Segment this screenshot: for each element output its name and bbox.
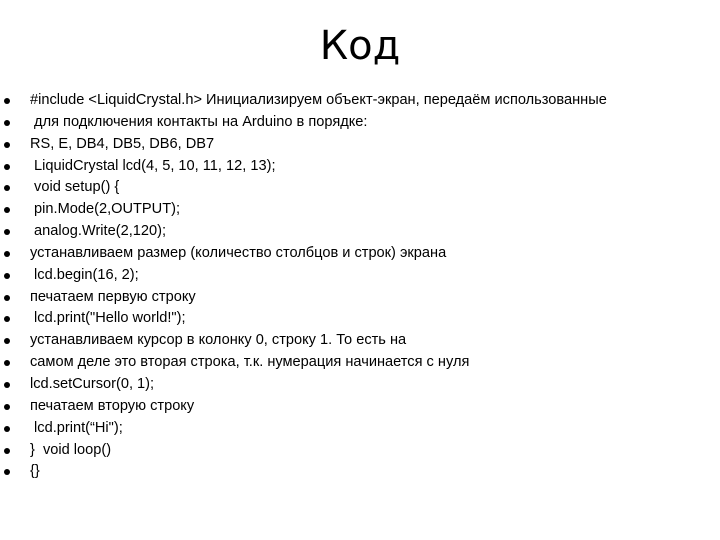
- bullet-dot-icon: [4, 426, 10, 432]
- bullet-dot-icon: [4, 273, 10, 279]
- bullet-dot-icon: [4, 316, 10, 322]
- bullet-text: устанавливаем размер (количество столбцов и строк) экрана: [30, 244, 447, 261]
- bullet-text: lcd.begin(16, 2);: [30, 266, 139, 283]
- bullet-line: [4, 199, 716, 221]
- bullet-dot-icon: [4, 98, 10, 104]
- bullet-line: [4, 374, 716, 396]
- bullet-text: устанавливаем курсор в колонку 0, строку 1. То есть на: [30, 332, 407, 349]
- bullet-dot-icon: [4, 251, 10, 257]
- slide-title: Код: [319, 23, 401, 69]
- bullet-text: самом деле это вторая строка, т.к. нумерация начинается с нуля: [30, 354, 470, 371]
- bullet-dot-icon: [4, 469, 10, 475]
- bullet-dot-icon: [4, 295, 10, 301]
- code-bullet-list: [4, 90, 716, 483]
- bullet-line: [4, 287, 716, 309]
- bullet-text: для подключения контакты на Arduino в порядке:: [30, 113, 368, 130]
- bullet-line: [4, 243, 716, 265]
- bullet-line: [4, 461, 716, 483]
- bullet-dot-icon: [4, 382, 10, 388]
- bullet-dot-icon: [4, 185, 10, 191]
- bullet-text: LiquidCrystal lcd(4, 5, 10, 11, 12, 13);: [30, 157, 276, 174]
- bullet-text: {}: [30, 463, 40, 480]
- bullet-line: [4, 134, 716, 156]
- bullet-text: } void loop(): [30, 441, 112, 458]
- bullet-line: [4, 418, 716, 440]
- bullet-line: [4, 265, 716, 287]
- bullet-line: [4, 396, 716, 418]
- bullet-line: [4, 330, 716, 352]
- bullet-dot-icon: [4, 120, 10, 126]
- bullet-text: печатаем первую строку: [30, 288, 196, 305]
- bullet-text: RS, E, DB4, DB5, DB6, DB7: [30, 135, 215, 152]
- bullet-dot-icon: [4, 404, 10, 410]
- bullet-line: [4, 440, 716, 462]
- bullet-line: [4, 112, 716, 134]
- bullet-line: [4, 177, 716, 199]
- bullet-text: lcd.print(“Hi");: [30, 419, 123, 436]
- bullet-text: печатаем вторую строку: [30, 397, 195, 414]
- bullet-text: lcd.print("Hello world!");: [30, 310, 186, 327]
- bullet-dot-icon: [4, 448, 10, 454]
- bullet-text: void setup() {: [30, 179, 120, 196]
- bullet-line: [4, 156, 716, 178]
- bullet-dot-icon: [4, 207, 10, 213]
- bullet-text: pin.Mode(2,OUTPUT);: [30, 201, 181, 218]
- bullet-dot-icon: [4, 360, 10, 366]
- bullet-dot-icon: [4, 229, 10, 235]
- bullet-dot-icon: [4, 164, 10, 170]
- bullet-dot-icon: [4, 142, 10, 148]
- bullet-text: analog.Write(2,120);: [30, 223, 167, 240]
- bullet-text: #include <LiquidCrystal.h> Инициализируем объект-экран, передаём использованные: [30, 92, 607, 108]
- bullet-text: lcd.setCursor(0, 1);: [30, 375, 155, 392]
- bullet-dot-icon: [4, 338, 10, 344]
- bullet-line: [4, 352, 716, 374]
- bullet-line: [4, 221, 716, 243]
- bullet-line: [4, 308, 716, 330]
- bullet-line: [4, 90, 716, 112]
